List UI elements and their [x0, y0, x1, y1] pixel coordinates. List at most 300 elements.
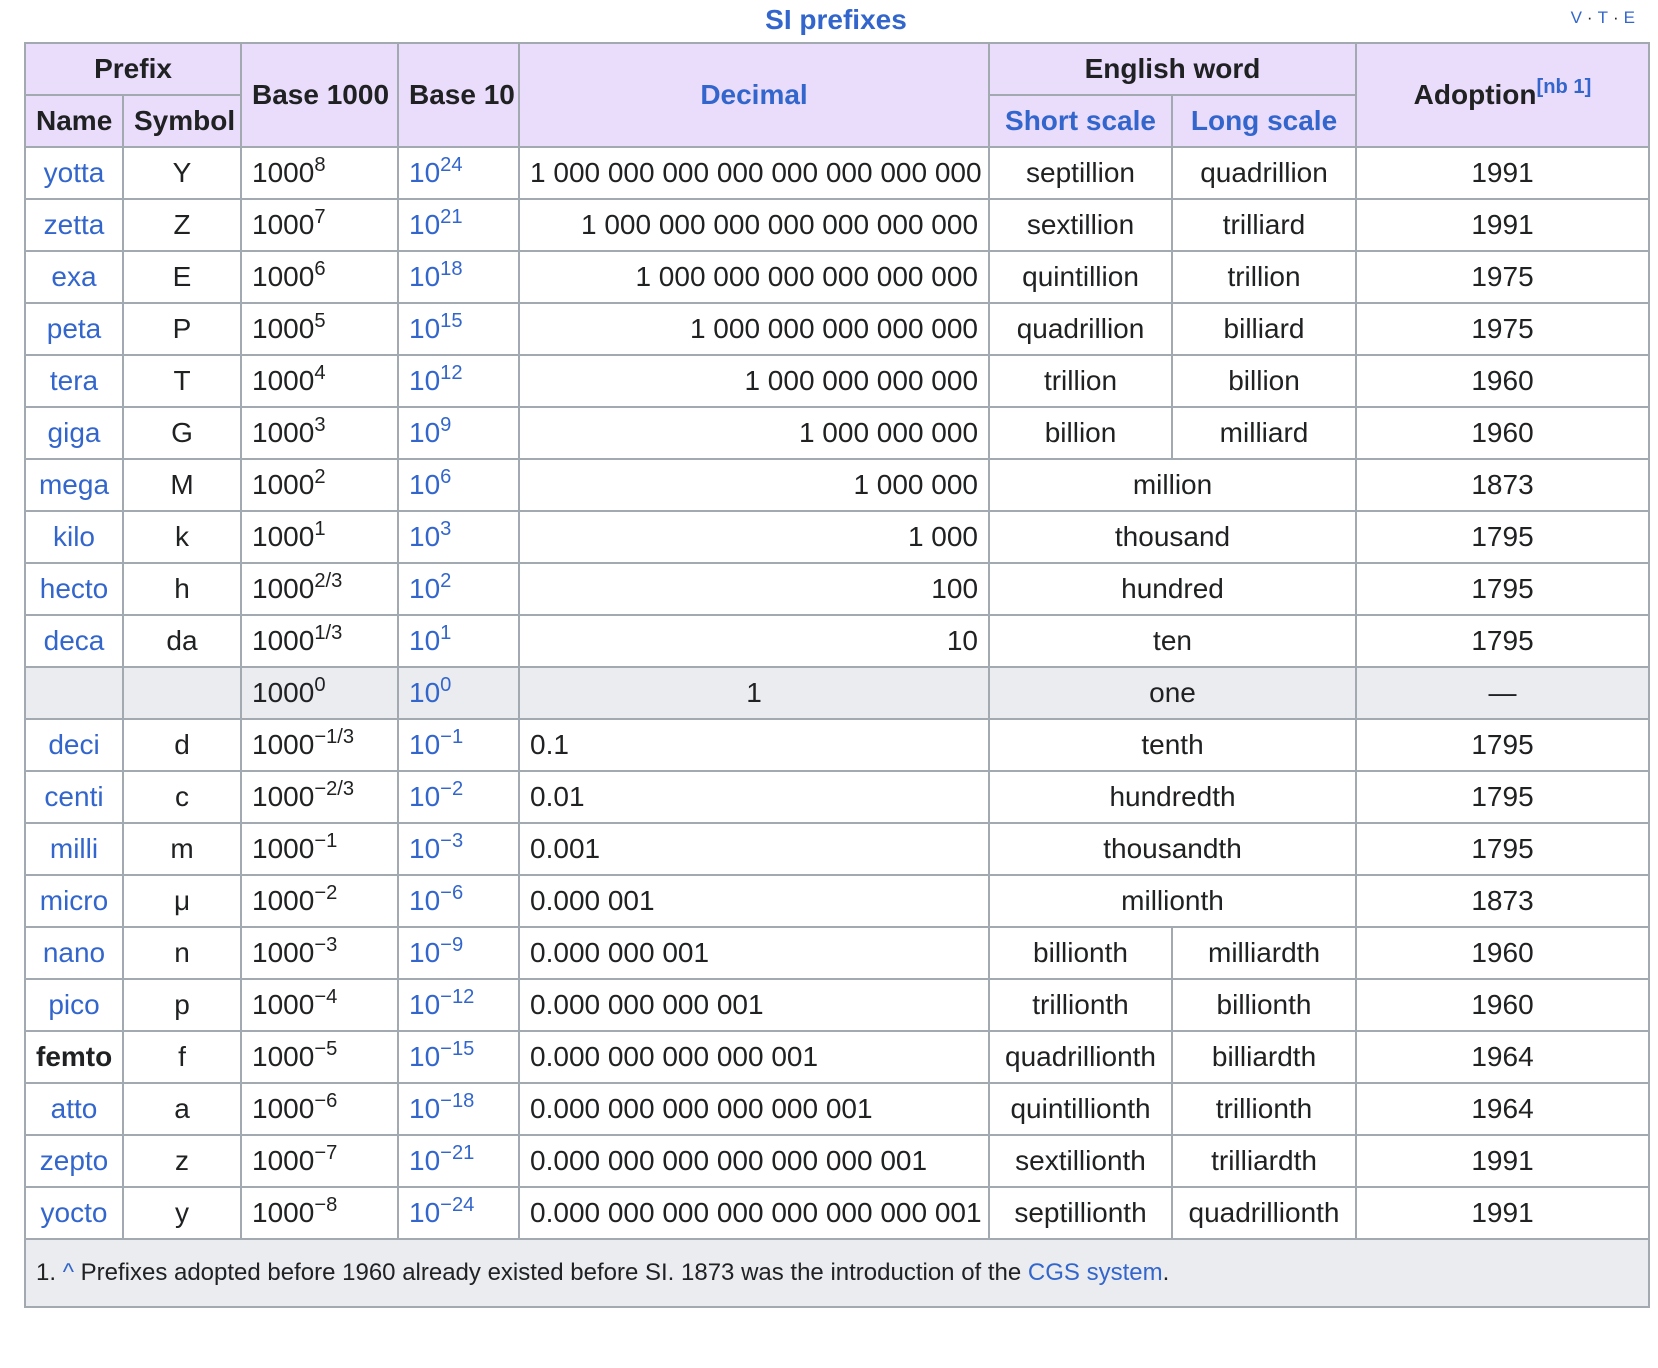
vte-links	[1571, 8, 1636, 28]
base1000-value: 1000	[252, 209, 315, 240]
header-name: Name	[25, 95, 123, 147]
base10-link[interactable]	[409, 985, 475, 1020]
base10-value[interactable]: 10	[409, 781, 441, 812]
base10-link[interactable]	[409, 829, 464, 864]
decimal-value: 0.000 000 000 001	[530, 989, 764, 1020]
base1000-cell	[241, 823, 398, 875]
short-scale-link[interactable]: Short scale	[1005, 105, 1156, 136]
base10-link[interactable]	[409, 621, 452, 656]
base1000-cell	[241, 667, 398, 719]
base1000-exponent: −1	[314, 829, 338, 852]
base1000-value: 1000	[252, 989, 315, 1020]
long-scale-cell	[1172, 407, 1356, 459]
base10-value[interactable]: 10	[409, 365, 441, 396]
base10-value[interactable]: 10	[409, 989, 441, 1020]
adoption-year: 1795	[1471, 729, 1534, 760]
prefix-name[interactable]: exa	[51, 261, 97, 292]
decimal-value: 0.000 000 000 000 001	[530, 1041, 819, 1072]
decimal-value: 1 000 000 000	[798, 417, 979, 448]
base10-exponent[interactable]: −9	[440, 933, 464, 956]
prefix-symbol-cell	[123, 1083, 241, 1135]
base10-cell	[398, 927, 519, 979]
base10-value[interactable]: 10	[409, 417, 441, 448]
prefix-name-cell	[25, 407, 123, 459]
base10-exponent-wrap	[440, 986, 474, 1008]
base1000-exponent-wrap	[314, 1194, 337, 1216]
table-row	[25, 875, 1649, 927]
base10-link[interactable]	[409, 309, 463, 344]
base1000-exponent: −6	[314, 1089, 338, 1112]
adoption-year: 1795	[1471, 781, 1534, 812]
base10-exponent-wrap	[440, 622, 451, 644]
decimal-cell	[519, 823, 989, 875]
adoption-cell	[1356, 667, 1649, 719]
base1000-value: 1000	[252, 261, 315, 292]
table-row	[25, 719, 1649, 771]
base1000-cell	[241, 511, 398, 563]
base10-exponent-wrap	[440, 1142, 474, 1164]
base1000-exponent-wrap	[314, 986, 337, 1008]
base10-exponent[interactable]: 21	[440, 205, 463, 228]
base10-exponent[interactable]: 1	[440, 621, 452, 644]
base1000-cell	[241, 1135, 398, 1187]
decimal-link[interactable]: Decimal	[700, 79, 808, 110]
base10-value[interactable]: 10	[409, 677, 441, 708]
base10-value[interactable]: 10	[409, 261, 441, 292]
table-row	[25, 147, 1649, 199]
base10-exponent-wrap	[440, 362, 462, 384]
decimal-value: 1 000 000 000 000	[744, 365, 979, 396]
base10-link[interactable]	[409, 673, 452, 708]
base10-exponent[interactable]: 9	[440, 413, 452, 436]
prefix-name[interactable]: peta	[46, 313, 102, 344]
english-word: millionth	[1121, 885, 1224, 916]
prefix-symbol: da	[166, 625, 198, 656]
prefix-symbol-cell	[123, 667, 241, 719]
english-word: million	[1132, 469, 1213, 500]
base1000-exponent: 2/3	[314, 569, 343, 592]
decimal-value: 0.000 000 000 000 000 000 000 001	[530, 1197, 982, 1228]
short-scale-word: billionth	[1033, 937, 1128, 968]
prefix-symbol-cell	[123, 199, 241, 251]
base1000-value: 1000	[252, 1041, 315, 1072]
base10-link[interactable]	[409, 517, 452, 552]
long-scale-cell	[1172, 927, 1356, 979]
prefix-name[interactable]: milli	[49, 833, 99, 864]
footnote-text: Prefixes adopted before 1960 already existed before SI. 1873 was the introduction of the	[80, 1259, 1022, 1286]
prefix-symbol: z	[175, 1145, 189, 1176]
prefix-name[interactable]: deci	[48, 729, 100, 760]
base10-exponent[interactable]: −24	[440, 1193, 475, 1216]
adoption-year: 1964	[1471, 1093, 1534, 1124]
base1000-exponent-wrap	[314, 206, 325, 228]
base1000-exponent: 6	[314, 257, 326, 280]
prefix-symbol-cell	[123, 303, 241, 355]
base10-value[interactable]: 10	[409, 729, 441, 760]
table-row	[25, 667, 1649, 719]
base1000-cell	[241, 1187, 398, 1239]
table-row	[25, 1031, 1649, 1083]
prefix-name[interactable]: centi	[44, 781, 104, 812]
adoption-cell	[1356, 875, 1649, 927]
base1000-value: 1000	[252, 313, 315, 344]
adoption-cell	[1356, 355, 1649, 407]
prefix-name-cell	[25, 563, 123, 615]
base10-value[interactable]: 10	[409, 573, 441, 604]
cgs-system-link[interactable]: CGS system	[1027, 1259, 1163, 1286]
base10-cell	[398, 615, 519, 667]
adoption-cell	[1356, 303, 1649, 355]
decimal-value: 1 000 000 000 000 000 000 000	[580, 209, 979, 240]
base10-exponent-wrap	[440, 570, 451, 592]
header-long-scale[interactable]	[1172, 95, 1356, 147]
short-scale-word: billion	[1044, 417, 1117, 448]
adoption-year: 1991	[1471, 209, 1534, 240]
base10-value[interactable]: 10	[409, 1093, 441, 1124]
base10-exponent[interactable]: −21	[440, 1141, 475, 1164]
base1000-exponent-wrap	[314, 258, 325, 280]
english-word-cell	[989, 771, 1356, 823]
base10-exponent-wrap	[440, 310, 462, 332]
base10-exponent-wrap	[440, 414, 451, 436]
base10-value[interactable]: 10	[409, 937, 441, 968]
edit-link[interactable]: E	[1623, 8, 1636, 27]
table-row	[25, 823, 1649, 875]
base1000-exponent-wrap	[314, 882, 337, 904]
adoption-cell	[1356, 927, 1649, 979]
base10-link[interactable]	[409, 569, 452, 604]
prefix-name[interactable]: nano	[42, 937, 106, 968]
adoption-cell	[1356, 511, 1649, 563]
base10-link[interactable]	[409, 1037, 475, 1072]
base10-value[interactable]: 10	[409, 625, 441, 656]
base10-link[interactable]	[409, 1089, 475, 1124]
footnote-number: 1.	[36, 1259, 57, 1286]
prefix-name[interactable]: micro	[39, 885, 109, 916]
base10-cell	[398, 1031, 519, 1083]
decimal-cell	[519, 511, 989, 563]
prefix-symbol: f	[178, 1041, 186, 1072]
decimal-value: 0.01	[530, 781, 585, 812]
base1000-exponent-wrap	[314, 778, 354, 800]
english-word: ten	[1153, 625, 1192, 656]
decimal-value: 0.001	[530, 833, 601, 864]
prefix-symbol: P	[172, 313, 192, 344]
base10-value[interactable]: 10	[409, 1041, 441, 1072]
base10-link[interactable]	[409, 257, 463, 292]
long-scale-word: quadrillion	[1200, 157, 1328, 188]
short-scale-word: quintillion	[1022, 261, 1139, 292]
table-row	[25, 1187, 1649, 1239]
prefix-name-cell	[25, 199, 123, 251]
decimal-value: 0.000 001	[530, 885, 655, 916]
table-row	[25, 251, 1649, 303]
prefix-name[interactable]: zetta	[43, 209, 105, 240]
prefix-name[interactable]: giga	[47, 417, 101, 448]
prefix-symbol: d	[174, 729, 190, 760]
decimal-cell	[519, 563, 989, 615]
adoption-cell	[1356, 1083, 1649, 1135]
base10-value[interactable]: 10	[409, 469, 441, 500]
base10-exponent[interactable]: −2	[440, 777, 464, 800]
english-word-cell	[989, 875, 1356, 927]
base10-exponent[interactable]: −15	[440, 1037, 475, 1060]
base10-cell	[398, 459, 519, 511]
base10-value[interactable]: 10	[409, 833, 441, 864]
adoption-year: 1873	[1471, 469, 1534, 500]
base10-link[interactable]	[409, 777, 464, 812]
prefix-symbol: T	[173, 365, 191, 396]
base10-value[interactable]: 10	[409, 1145, 441, 1176]
base10-exponent[interactable]: −18	[440, 1089, 475, 1112]
base10-cell	[398, 979, 519, 1031]
short-scale-cell	[989, 251, 1172, 303]
decimal-cell	[519, 459, 989, 511]
decimal-cell	[519, 719, 989, 771]
base10-exponent[interactable]: 18	[440, 257, 463, 280]
short-scale-cell	[989, 199, 1172, 251]
prefix-name[interactable]: atto	[50, 1093, 98, 1124]
prefix-name-cell	[25, 875, 123, 927]
english-word-cell	[989, 563, 1356, 615]
base10-value[interactable]: 10	[409, 521, 441, 552]
table-row	[25, 615, 1649, 667]
base10-exponent-wrap	[440, 518, 451, 540]
base1000-exponent-wrap	[314, 154, 325, 176]
english-word: thousand	[1114, 521, 1231, 552]
prefix-name-cell	[25, 771, 123, 823]
table-row	[25, 771, 1649, 823]
base10-cell	[398, 303, 519, 355]
header-short-scale[interactable]	[989, 95, 1172, 147]
decimal-cell	[519, 615, 989, 667]
header-english-word: English word	[989, 43, 1356, 95]
base10-exponent[interactable]: −6	[440, 881, 464, 904]
prefix-symbol-cell	[123, 1187, 241, 1239]
header-symbol: Symbol	[123, 95, 241, 147]
base10-exponent[interactable]: −3	[440, 829, 464, 852]
base1000-exponent: 0	[314, 673, 326, 696]
base1000-exponent: −2	[314, 881, 338, 904]
base10-cell	[398, 823, 519, 875]
table-row	[25, 511, 1649, 563]
base10-cell	[398, 251, 519, 303]
base10-value[interactable]: 10	[409, 157, 441, 188]
short-scale-word: quintillionth	[1010, 1093, 1151, 1124]
base10-exponent[interactable]: 15	[440, 309, 463, 332]
base10-cell	[398, 1187, 519, 1239]
adoption-year: 1975	[1471, 261, 1534, 292]
base1000-exponent-wrap	[314, 622, 342, 644]
adoption-cell	[1356, 1031, 1649, 1083]
prefix-name-cell	[25, 147, 123, 199]
footnote-caret-link[interactable]: ^	[62, 1259, 74, 1286]
base10-cell	[398, 199, 519, 251]
prefix-name-cell	[25, 1135, 123, 1187]
base1000-cell	[241, 771, 398, 823]
table-row	[25, 303, 1649, 355]
adoption-year: 1795	[1471, 521, 1534, 552]
base10-cell	[398, 771, 519, 823]
base1000-exponent: 5	[314, 309, 326, 332]
adoption-year: 1960	[1471, 989, 1534, 1020]
base10-exponent[interactable]: 3	[440, 517, 452, 540]
english-word-cell	[989, 719, 1356, 771]
header-decimal[interactable]	[519, 43, 989, 147]
base10-exponent[interactable]: 6	[440, 465, 452, 488]
long-scale-cell	[1172, 251, 1356, 303]
short-scale-word: quadrillion	[1016, 313, 1145, 344]
long-scale-word: billionth	[1216, 989, 1312, 1020]
base10-link[interactable]	[409, 881, 464, 916]
base10-link[interactable]	[409, 1193, 475, 1228]
adoption-cell	[1356, 251, 1649, 303]
base10-cell	[398, 1083, 519, 1135]
base10-link[interactable]	[409, 153, 463, 188]
adoption-note-link[interactable]: [nb 1]	[1536, 75, 1592, 98]
base1000-exponent-wrap	[314, 1038, 337, 1060]
base1000-cell	[241, 407, 398, 459]
short-scale-cell	[989, 927, 1172, 979]
prefix-name[interactable]: pico	[48, 989, 100, 1020]
prefix-symbol: a	[174, 1093, 190, 1124]
base10-link[interactable]	[409, 933, 464, 968]
adoption-cell	[1356, 719, 1649, 771]
long-scale-link[interactable]: Long scale	[1190, 105, 1338, 136]
base1000-exponent: −8	[314, 1193, 338, 1216]
base1000-cell	[241, 719, 398, 771]
short-scale-cell	[989, 1187, 1172, 1239]
base10-value[interactable]: 10	[409, 1197, 441, 1228]
base10-exponent[interactable]: 0	[440, 673, 452, 696]
prefix-symbol-cell	[123, 1135, 241, 1187]
prefix-name[interactable]: yocto	[40, 1197, 108, 1228]
long-scale-word: billiard	[1223, 313, 1305, 344]
prefix-symbol: M	[170, 469, 194, 500]
base10-exponent[interactable]: 12	[440, 361, 463, 384]
base1000-exponent-wrap	[314, 726, 354, 748]
vte-separator: ·	[1586, 8, 1594, 27]
prefix-symbol-cell	[123, 927, 241, 979]
table-row	[25, 1083, 1649, 1135]
base10-exponent[interactable]: −1	[440, 725, 464, 748]
prefix-symbol-cell	[123, 875, 241, 927]
base10-exponent[interactable]: −12	[440, 985, 475, 1008]
prefix-symbol-cell	[123, 979, 241, 1031]
prefix-name-cell	[25, 251, 123, 303]
base10-link[interactable]	[409, 465, 452, 500]
base1000-cell	[241, 147, 398, 199]
base1000-exponent: 7	[314, 205, 326, 228]
base10-exponent-wrap	[440, 674, 451, 696]
base1000-exponent-wrap	[314, 1090, 337, 1112]
base1000-exponent: −1/3	[314, 725, 355, 748]
base1000-value: 1000	[252, 625, 315, 656]
base1000-exponent-wrap	[314, 310, 325, 332]
prefix-symbol-cell	[123, 355, 241, 407]
base1000-exponent-wrap	[314, 362, 325, 384]
base10-exponent-wrap	[440, 1038, 474, 1060]
prefix-name[interactable]: zepto	[39, 1145, 109, 1176]
table-row	[25, 199, 1649, 251]
base10-link[interactable]	[409, 413, 452, 448]
adoption-year: 1960	[1471, 937, 1534, 968]
base10-link[interactable]	[409, 1141, 475, 1176]
base10-value[interactable]: 10	[409, 885, 441, 916]
base1000-cell	[241, 303, 398, 355]
long-scale-word: trillionth	[1215, 1093, 1313, 1124]
english-word: hundredth	[1109, 781, 1236, 812]
base10-value[interactable]: 10	[409, 313, 441, 344]
base10-exponent-wrap	[440, 206, 462, 228]
table-row	[25, 459, 1649, 511]
long-scale-cell	[1172, 303, 1356, 355]
prefix-name[interactable]: mega	[38, 469, 110, 500]
base10-link[interactable]	[409, 725, 464, 760]
long-scale-cell	[1172, 979, 1356, 1031]
long-scale-word: billion	[1228, 365, 1300, 396]
decimal-cell	[519, 1187, 989, 1239]
prefix-symbol-cell	[123, 719, 241, 771]
prefix-symbol-cell	[123, 147, 241, 199]
base10-exponent-wrap	[440, 830, 463, 852]
decimal-value: 0.000 000 000 000 000 000 001	[530, 1145, 928, 1176]
base1000-value: 1000	[252, 521, 315, 552]
base1000-value: 1000	[252, 937, 315, 968]
base10-exponent[interactable]: 2	[440, 569, 452, 592]
base1000-value: 1000	[252, 781, 315, 812]
short-scale-cell	[989, 1135, 1172, 1187]
prefix-name[interactable]: yotta	[43, 157, 105, 188]
view-link[interactable]: V	[1570, 8, 1583, 27]
base1000-exponent: 8	[314, 153, 326, 176]
base1000-value: 1000	[252, 885, 315, 916]
base10-exponent-wrap	[440, 934, 463, 956]
long-scale-word: billiardth	[1211, 1041, 1317, 1072]
base1000-exponent-wrap	[314, 1142, 337, 1164]
talk-link[interactable]: T	[1597, 8, 1609, 27]
base10-exponent-wrap	[440, 726, 463, 748]
prefix-name[interactable]: hecto	[39, 573, 109, 604]
base1000-cell	[241, 199, 398, 251]
prefix-name-cell	[25, 667, 123, 719]
decimal-cell	[519, 251, 989, 303]
prefix-name[interactable]: deca	[43, 625, 105, 656]
prefix-symbol-cell	[123, 615, 241, 667]
adoption-cell	[1356, 979, 1649, 1031]
decimal-value: 10	[946, 625, 979, 656]
decimal-value: 1 000 000	[853, 469, 979, 500]
base10-cell	[398, 875, 519, 927]
base10-cell	[398, 563, 519, 615]
base10-exponent-wrap	[440, 258, 462, 280]
prefix-name[interactable]: kilo	[52, 521, 95, 552]
prefix-symbol: n	[174, 937, 190, 968]
decimal-cell	[519, 1083, 989, 1135]
long-scale-word: milliard	[1219, 417, 1309, 448]
adoption-year: 1960	[1471, 417, 1534, 448]
decimal-value: 0.000 000 000 000 000 001	[530, 1093, 873, 1124]
base10-link[interactable]	[409, 361, 463, 396]
decimal-value: 1 000 000 000 000 000 000 000 000	[530, 157, 982, 188]
base10-exponent-wrap	[440, 882, 463, 904]
footnote-end: .	[1162, 1259, 1170, 1286]
base10-exponent[interactable]: 24	[440, 153, 463, 176]
base10-value[interactable]: 10	[409, 209, 441, 240]
prefix-name[interactable]: tera	[49, 365, 99, 396]
english-word-cell	[989, 667, 1356, 719]
base10-link[interactable]	[409, 205, 463, 240]
